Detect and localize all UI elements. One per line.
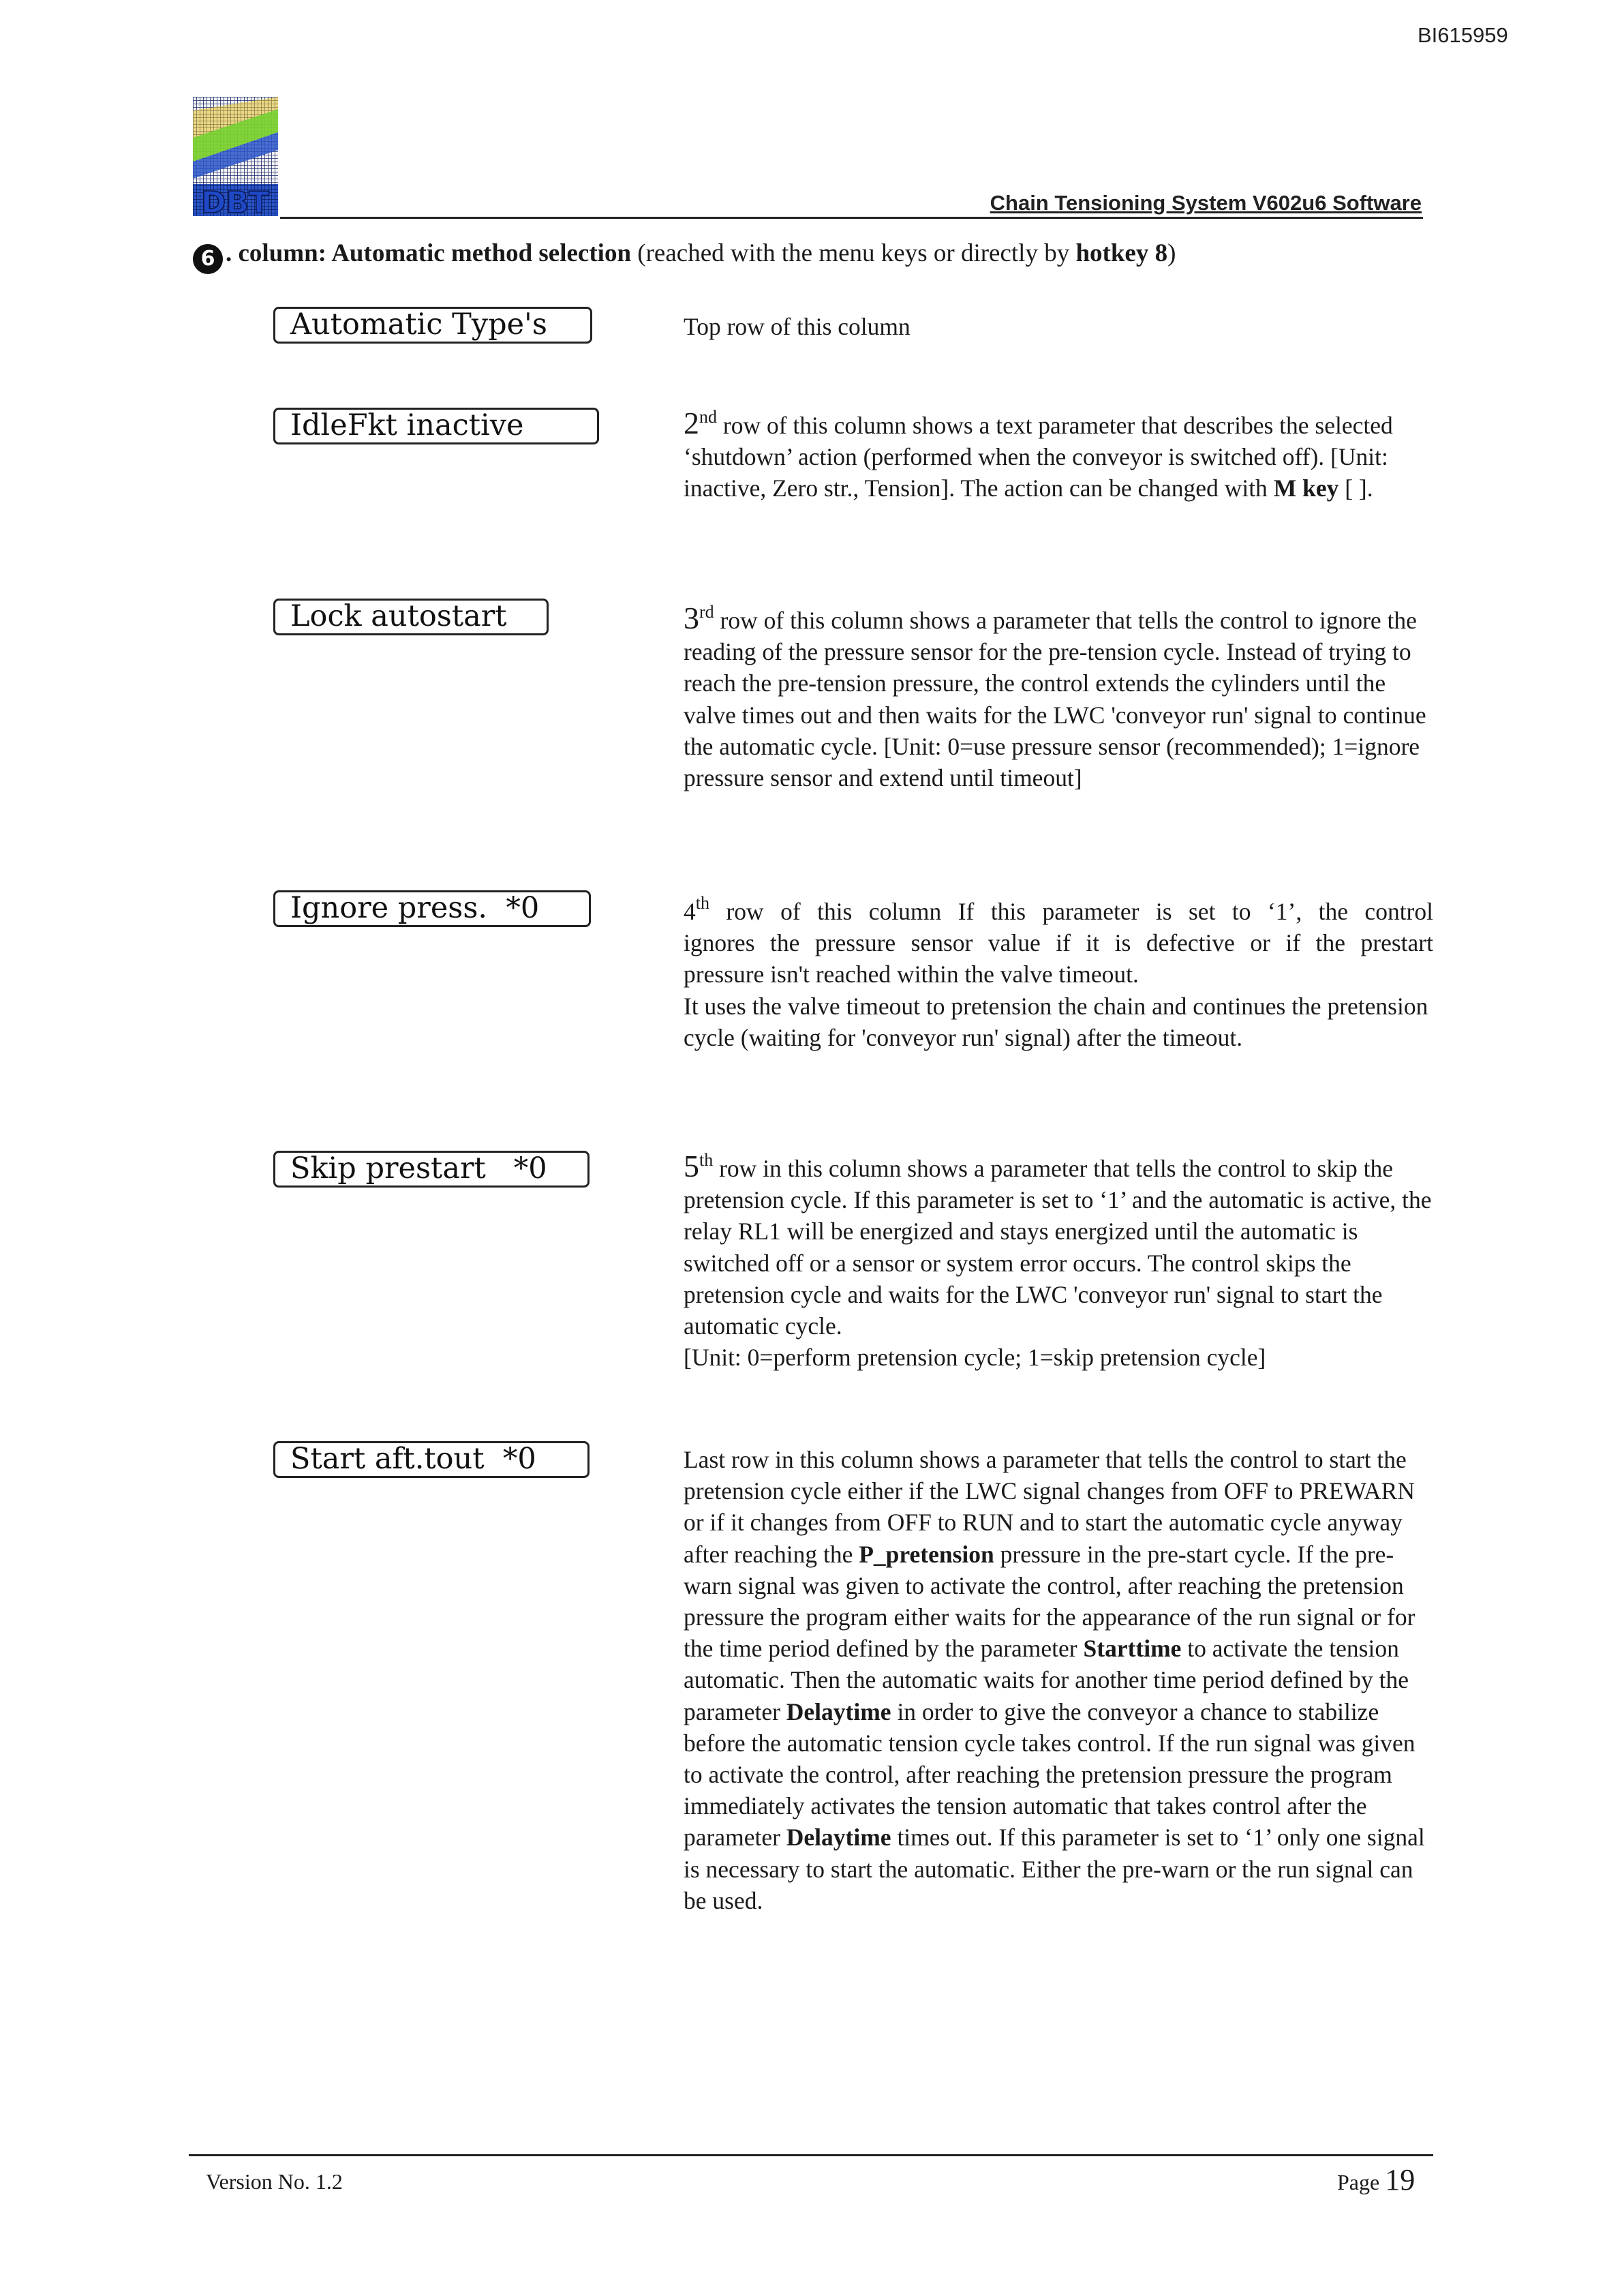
section-title: . column: Automatic method selection [226,239,632,267]
row-3-text: row of this column shows a parameter that tells the control to ignore the reading of the pressure sensor for the pre-tension cycle. Instead of trying to reach the pre-tension pressure, the control extends the cylinders until the valve times out and then waits for the LWC 'conveyor run' signal to continue the automatic cycle. [Unit: 0=use pressure sensor (recommended); 1=ignore pressure sensor and extend until timeout] [684,607,1426,792]
row-6-description [684,1444,1433,1916]
footer-page [1337,2162,1415,2197]
company-logo [193,97,278,216]
lcd-display-row-6: Start aft.tout *0 [273,1441,590,1478]
section-number-badge: 6 [193,244,223,274]
row-6-text-2: pressure in the pre-start cycle. If the pre-warn signal was given to activate the control, after reaching the pretension pressure the program either waits for the appearance of the run signal or for the time period defined by the parameter [684,1540,1416,1663]
row-2-text-end: [ ]. [1338,474,1373,502]
row-2-description [684,408,1433,504]
row-3-ordinal-suffix: rd [699,602,714,622]
row-6-text-1: Last row in this column shows a parameter that tells the control to start the pretension cycle either if the LWC signal changes from OFF to PREWARN or if it changes from OFF to RUN and to start the automatic cycle anyway after reaching the [684,1446,1415,1568]
section-intro: (reached with the menu keys or directly by [631,239,1076,267]
section-hotkey: hotkey 8 [1075,239,1168,267]
row-6-param-starttime: Starttime [1083,1635,1182,1663]
row-4-line-1 [684,893,1433,927]
row-3-description [684,603,1433,794]
footer-page-label: Page [1337,2170,1386,2194]
footer-rule [189,2154,1433,2156]
row-2-text: row of this column shows a text parameter that describes the selected ‘shutdown’ action (performed when the conveyor is switched off). [Unit: inactive, Zero str., Tension]. The action can be changed with [684,412,1393,502]
header-rule [280,217,1423,219]
row-3-ordinal: 3 [684,601,699,635]
lcd-display-row-4: Ignore press. *0 [273,890,591,927]
row-4-paragraph-2: It uses the valve timeout to pretension the chain and continues the pretension cycle (waiting for 'conveyor run' signal) after the timeout. [684,992,1428,1051]
section-heading [193,239,1488,274]
row-4-line-2: ignores the pressure sensor value if it is defective or if the prestart [684,929,1433,957]
row-1-text: Top row of this column [684,313,911,340]
row-6-text-4: in order to give the conveyor a chance to stabilize before the automatic tension cycle takes control. If the run signal was given to activate the control, after reaching the pretension pressure the program immediately activates the tension automatic that takes control after the parameter [684,1697,1416,1852]
row-5-ordinal-suffix: th [699,1150,714,1170]
row-4-description [684,893,1433,1053]
section-intro-close: ) [1167,239,1176,267]
row-5-unit: [Unit: 0=perform pretension cycle; 1=skip pretension cycle] [684,1344,1266,1372]
row-4-line-1-text: row of this column If this parameter is set to ‘1’, the control [709,898,1433,925]
company-logo-icon [193,97,278,216]
row-4-ordinal-suffix: th [695,893,709,913]
row-1-description [684,311,1433,342]
row-2-ordinal: 2 [684,406,699,440]
lcd-display-row-5: Skip prestart *0 [273,1151,590,1188]
lcd-display-row-3: Lock autostart [273,599,549,635]
row-6-param-delaytime: Delaytime [786,1697,891,1725]
row-6-text-5: times out. If this parameter is set to ‘1’ only one signal is necessary to start the automatic. Either the pre-warn or the run signal can be used. [684,1824,1425,1914]
document-id: BI615959 [1418,23,1508,47]
lcd-display-row-1: Automatic Type's [273,307,592,344]
logo-text: DBT [200,185,270,216]
row-6-param-delaytime-2: Delaytime [786,1824,891,1852]
row-6-text-3: to activate the tension automatic. Then the automatic waits for another time period defined by the parameter [684,1635,1409,1725]
footer-version: Version No. 1.2 [206,2169,343,2194]
header-title: Chain Tensioning System V602u6 Software [990,191,1422,215]
row-2-key: M key [1273,474,1339,502]
row-5-text: row in this column shows a parameter that tells the control to skip the pretension cycle. If this parameter is set to ‘1’ and the automatic is active, the relay RL1 will be energized and stays energized until the automatic is switched off or a sensor or system error occurs. The control skips the pretension cycle and waits for the LWC 'conveyor run' signal to start the automatic cycle. [684,1155,1432,1340]
row-2-ordinal-suffix: nd [699,407,717,427]
row-4-ordinal: 4 [684,898,696,925]
row-6-param-p-pretension: P_pretension [859,1540,994,1568]
row-5-ordinal: 5 [684,1149,699,1183]
lcd-display-row-2: IdleFkt inactive [273,408,599,444]
footer-page-number: 19 [1385,2163,1416,2196]
row-4-line-3: pressure isn't reached within the valve timeout. [684,961,1139,988]
row-5-description [684,1151,1433,1373]
